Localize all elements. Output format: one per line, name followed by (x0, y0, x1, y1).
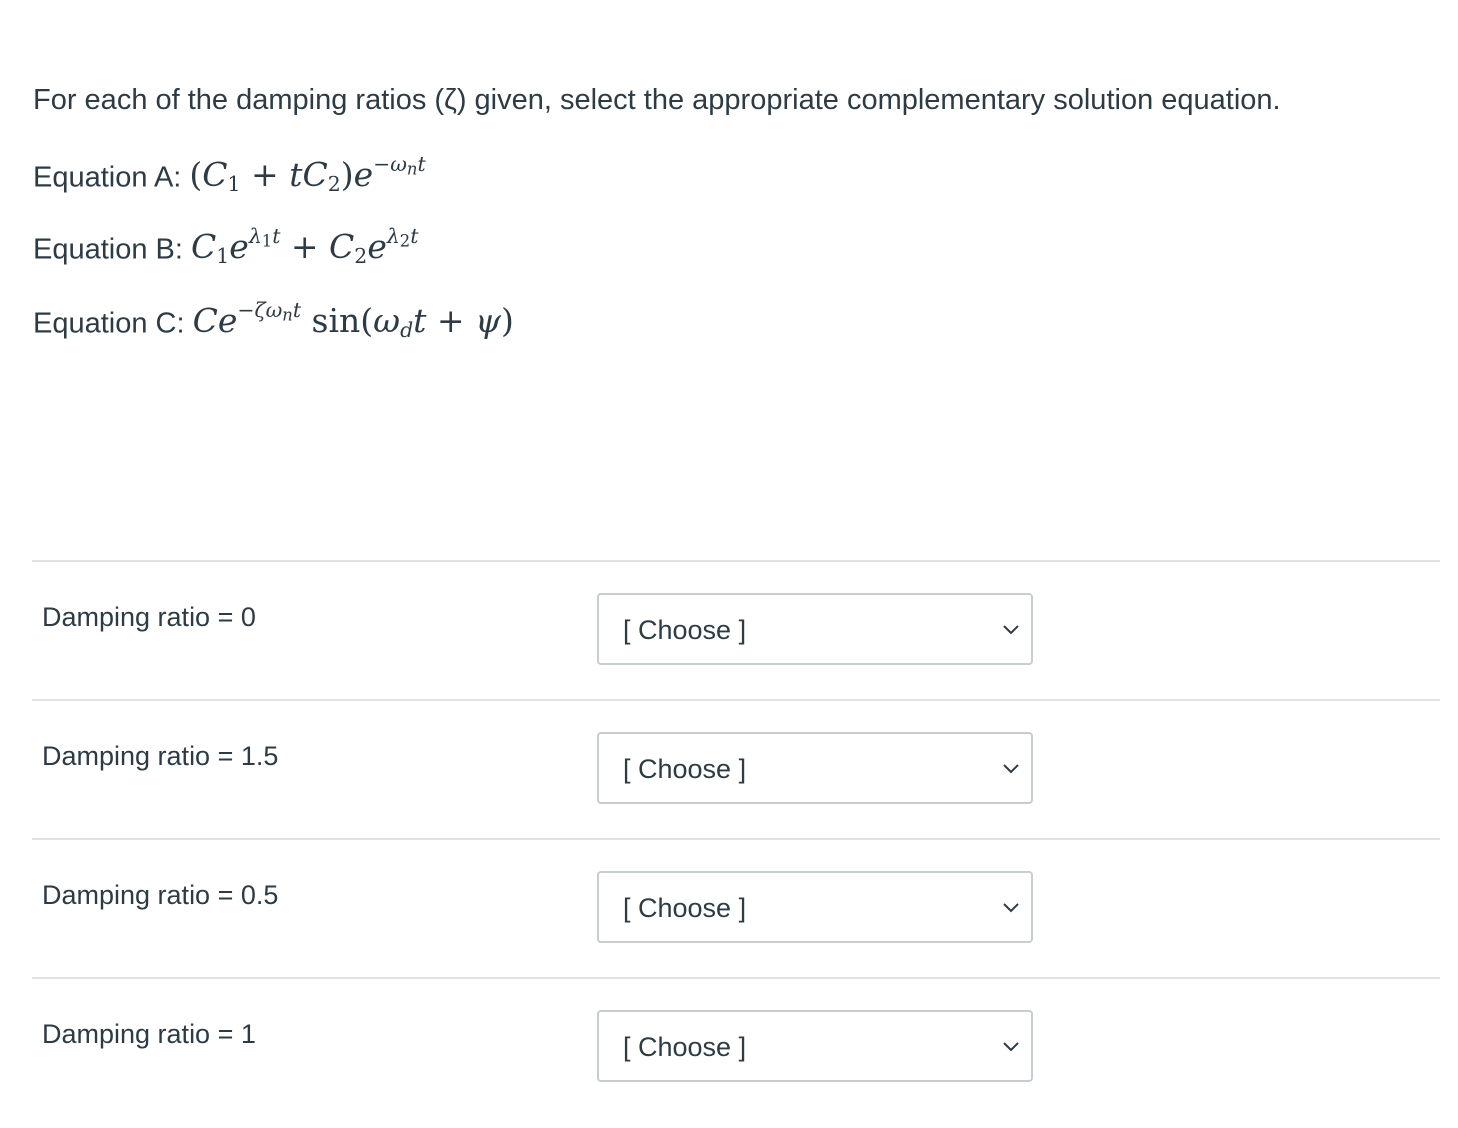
answer-select[interactable] (597, 871, 1033, 943)
answer-label: Damping ratio = 0.5 (42, 880, 279, 910)
chevron-down-icon (1001, 897, 1021, 917)
equation-a (33, 152, 426, 196)
answer-label: Damping ratio = 0 (42, 602, 256, 632)
select-value: [ Choose ] (623, 893, 747, 923)
equation-b-label: Equation B: (33, 233, 183, 266)
equation-b (33, 224, 418, 268)
chevron-down-icon (1001, 758, 1021, 778)
chevron-down-icon (1001, 1036, 1021, 1056)
answer-label: Damping ratio = 1.5 (42, 741, 279, 771)
answer-list (32, 560, 1440, 1116)
answer-row (32, 560, 1440, 699)
question-prompt: For each of the damping ratios (ζ) given, select the appropriate complementary solution equation. (33, 84, 1281, 116)
equation-b-formula: $C_1e^{\lambda_1t} + C_2e^{\lambda_2t}$ (191, 224, 419, 269)
equation-a-label: Equation A: (33, 161, 182, 194)
equation-c-formula: $Ce^{-\zeta\omega_nt}$ $\sin(\omega_dt + \psi)$ (192, 298, 514, 343)
select-value: [ Choose ] (623, 754, 747, 784)
select-value: [ Choose ] (623, 615, 747, 645)
answer-row (32, 699, 1440, 838)
answer-label: Damping ratio = 1 (42, 1019, 256, 1049)
equation-c-label: Equation C: (33, 307, 185, 340)
chevron-down-icon (1001, 619, 1021, 639)
equation-a-formula: $(C_1 + tC_2)e^{-\omega_nt}$ (189, 152, 426, 197)
answer-select[interactable] (597, 1010, 1033, 1082)
answer-select[interactable] (597, 732, 1033, 804)
equation-c (33, 298, 514, 342)
answer-select[interactable] (597, 593, 1033, 665)
select-value: [ Choose ] (623, 1032, 747, 1062)
answer-row (32, 977, 1440, 1116)
answer-row (32, 838, 1440, 977)
